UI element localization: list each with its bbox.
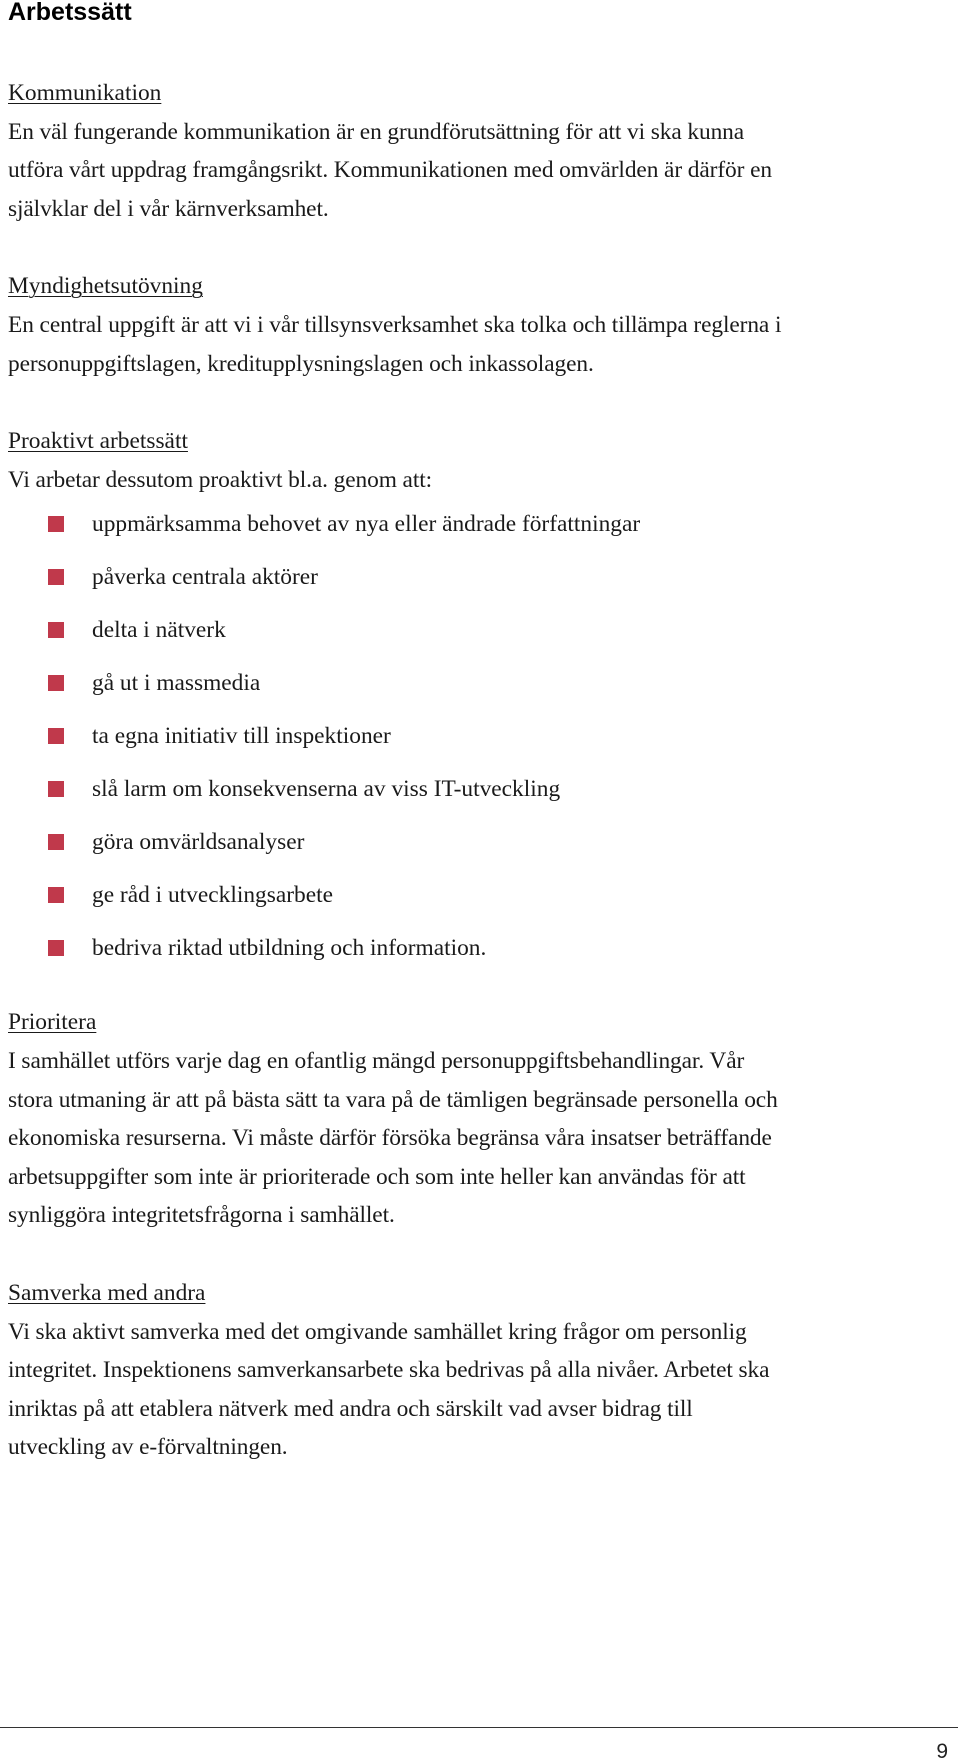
square-bullet-icon (48, 781, 64, 797)
section-myndighetsutovning (8, 267, 948, 383)
paragraph-line: I samhället utförs varje dag en ofantlig mängd personuppgiftsbehandlingar. Vår (8, 1047, 745, 1074)
section-heading-myndighetsutovning: Myndighetsutövning (8, 273, 203, 300)
list-item (8, 664, 948, 717)
section-heading-prioritera: Prioritera (8, 1009, 97, 1036)
section-prioritera (8, 1003, 948, 1235)
list-item-text: göra omvärldsanalyser (92, 829, 305, 856)
paragraph-line: integritet. Inspektionens samverkansarbete ska bedrivas på alla nivåer. Arbetet ska (8, 1357, 770, 1384)
paragraph-proaktivt-intro: Vi arbetar dessutom proaktivt bl.a. genom att: (8, 466, 433, 493)
footer-divider (0, 1727, 958, 1728)
paragraph-line: utföra vårt uppdrag framgångsrikt. Kommunikationen med omvärlden är därför en (8, 157, 772, 184)
document-body (8, 74, 948, 1467)
paragraph-line: inriktas på att etablera nätverk med andra och särskilt vad avser bidrag till (8, 1395, 693, 1422)
section-samverka (8, 1274, 948, 1467)
paragraph-prioritera (8, 1042, 948, 1235)
paragraph-line: personuppgiftslagen, kreditupplysningslagen och inkassolagen. (8, 350, 594, 377)
page-title: Arbetssätt (8, 0, 132, 26)
section-heading-proaktivt: Proaktivt arbetssätt (8, 428, 188, 455)
paragraph-line: En central uppgift är att vi i vår tillsynsverksamhet ska tolka och tillämpa reglerna i (8, 311, 782, 338)
list-item (8, 823, 948, 876)
square-bullet-icon (48, 516, 64, 532)
page-number: 9 (936, 1740, 948, 1763)
paragraph-line: självklar del i vår kärnverksamhet. (8, 195, 329, 222)
section-heading-samverka: Samverka med andra (8, 1279, 206, 1306)
paragraph-samverka (8, 1313, 948, 1467)
list-item (8, 929, 948, 982)
paragraph-line: utveckling av e-förvaltningen. (8, 1434, 288, 1461)
list-item-text: ta egna initiativ till inspektioner (92, 723, 391, 750)
paragraph-line: stora utmaning är att på bästa sätt ta vara på de tämligen begränsade personella och (8, 1086, 778, 1113)
list-item (8, 770, 948, 823)
list-item-text: slå larm om konsekvenserna av viss IT-utveckling (92, 776, 561, 803)
bullet-list (8, 505, 948, 982)
list-item (8, 505, 948, 558)
list-item-text: uppmärksamma behovet av nya eller ändrade författningar (92, 511, 641, 538)
paragraph-line: ekonomiska resurserna. Vi måste därför försöka begränsa våra insatser beträffande (8, 1125, 772, 1152)
paragraph-line: Vi ska aktivt samverka med det omgivande samhället kring frågor om personlig (8, 1318, 747, 1345)
square-bullet-icon (48, 834, 64, 850)
square-bullet-icon (48, 569, 64, 585)
square-bullet-icon (48, 622, 64, 638)
square-bullet-icon (48, 675, 64, 691)
square-bullet-icon (48, 887, 64, 903)
paragraph-kommunikation (8, 113, 948, 229)
paragraph-line: synliggöra integritetsfrågorna i samhället. (8, 1202, 395, 1229)
list-item-text: påverka centrala aktörer (92, 564, 318, 591)
list-item-text: bedriva riktad utbildning och information. (92, 935, 487, 962)
list-item (8, 876, 948, 929)
section-heading-kommunikation: Kommunikation (8, 80, 162, 106)
square-bullet-icon (48, 728, 64, 744)
list-item (8, 558, 948, 611)
list-item (8, 717, 948, 770)
paragraph-line: arbetsuppgifter som inte är prioriterade och som inte heller kan användas för att (8, 1163, 746, 1190)
list-item (8, 611, 948, 664)
list-item-text: ge råd i utvecklingsarbete (92, 882, 333, 909)
paragraph-line: En väl fungerande kommunikation är en grundförutsättning för att vi ska kunna (8, 118, 745, 145)
paragraph-myndighetsutovning (8, 306, 948, 383)
square-bullet-icon (48, 940, 64, 956)
section-kommunikation (8, 74, 948, 228)
section-proaktivt (8, 422, 948, 982)
list-item-text: gå ut i massmedia (92, 670, 261, 697)
list-item-text: delta i nätverk (92, 617, 226, 644)
